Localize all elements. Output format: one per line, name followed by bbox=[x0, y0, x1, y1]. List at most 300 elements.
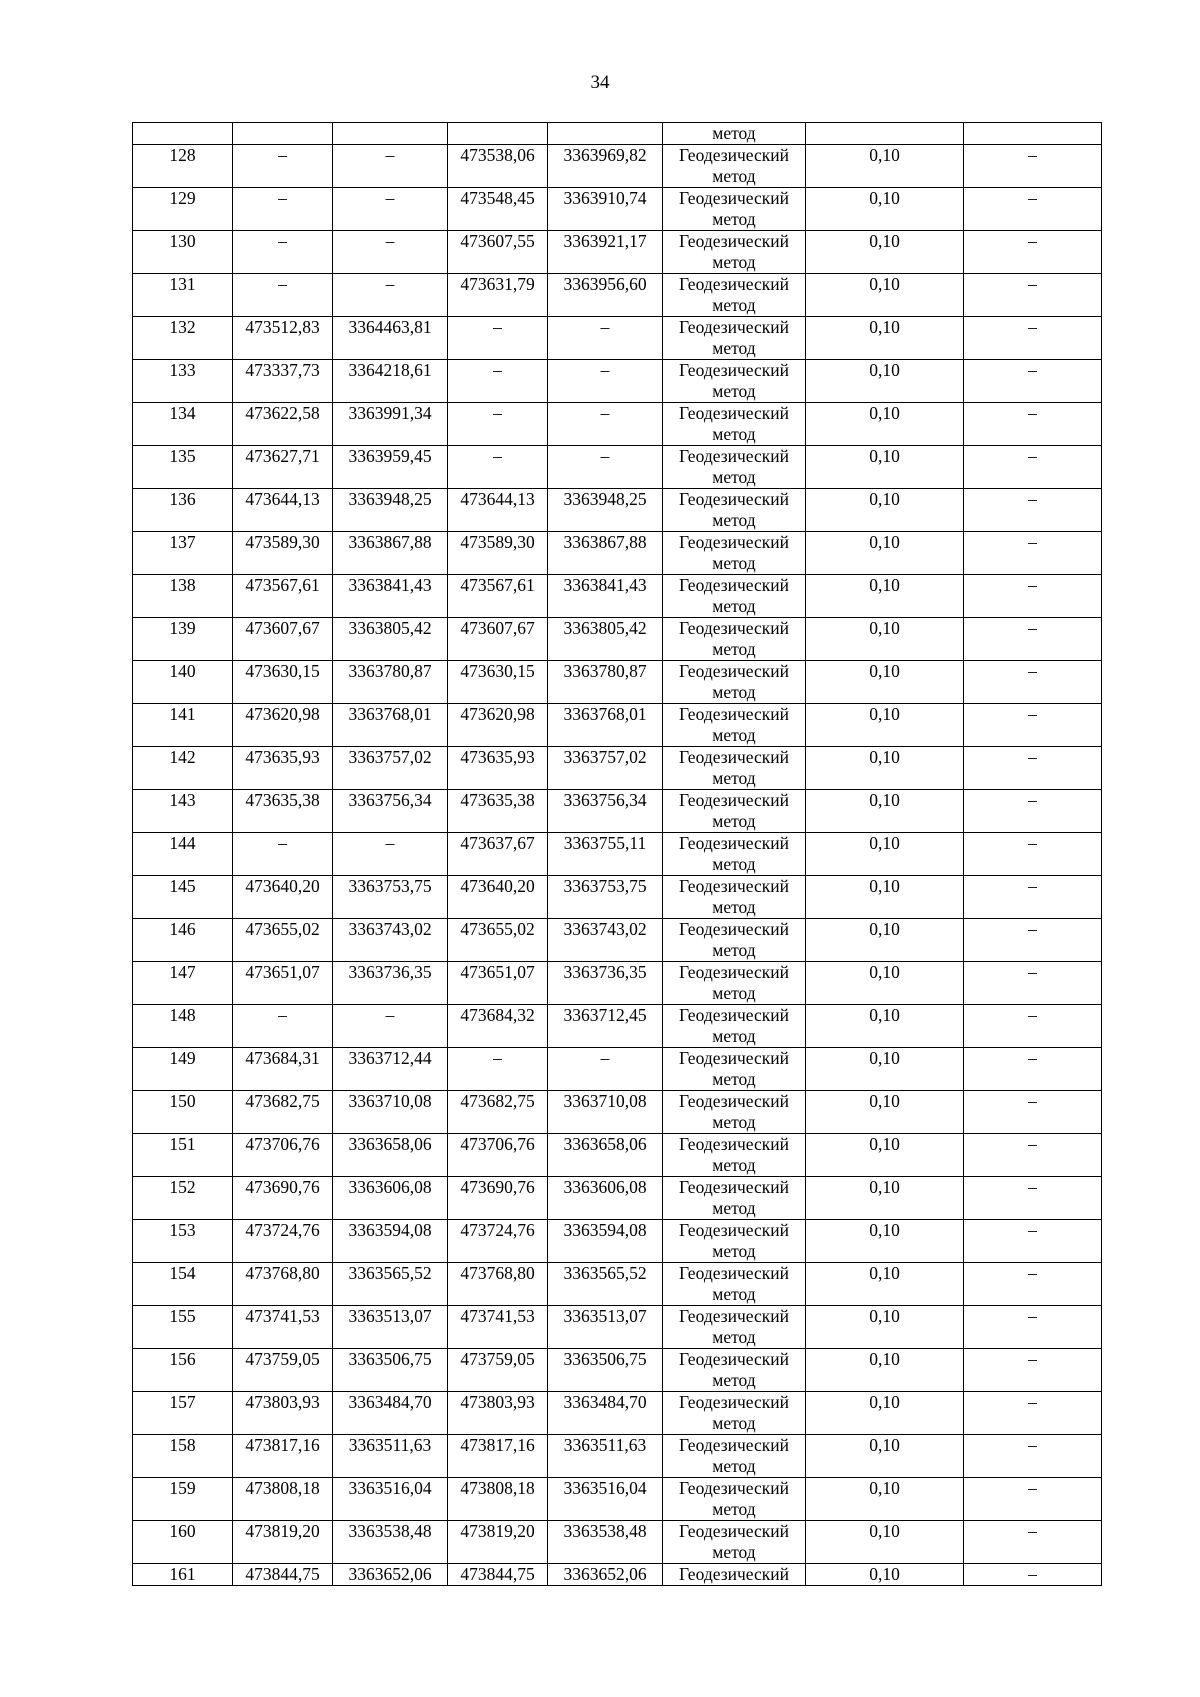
accuracy-cell: 0,10 bbox=[806, 876, 964, 919]
note-cell: – bbox=[964, 1263, 1102, 1306]
y-new-cell: 3363538,48 bbox=[548, 1521, 663, 1564]
y-new-cell: – bbox=[548, 317, 663, 360]
table-row bbox=[133, 1220, 1102, 1263]
y-new-cell: 3363755,11 bbox=[548, 833, 663, 876]
x-new-cell: 473635,93 bbox=[448, 747, 548, 790]
table-row bbox=[133, 1564, 1102, 1586]
point-number-cell: 140 bbox=[133, 661, 233, 704]
point-number-cell: 160 bbox=[133, 1521, 233, 1564]
table-row bbox=[133, 360, 1102, 403]
method-cell: Геодезический метод bbox=[663, 1435, 806, 1478]
method-cell: Геодезический метод bbox=[663, 188, 806, 231]
accuracy-cell: 0,10 bbox=[806, 1521, 964, 1564]
y-new-cell: – bbox=[548, 446, 663, 489]
accuracy-cell: 0,10 bbox=[806, 317, 964, 360]
accuracy-cell: 0,10 bbox=[806, 231, 964, 274]
x-existing-cell: 473512,83 bbox=[233, 317, 333, 360]
x-new-cell: 473538,06 bbox=[448, 145, 548, 188]
method-cell: Геодезический метод bbox=[663, 876, 806, 919]
method-cell: Геодезический метод bbox=[663, 145, 806, 188]
method-cell: Геодезический метод bbox=[663, 575, 806, 618]
note-cell: – bbox=[964, 790, 1102, 833]
accuracy-cell: 0,10 bbox=[806, 1306, 964, 1349]
table-row bbox=[133, 1177, 1102, 1220]
x-existing-cell: 473724,76 bbox=[233, 1220, 333, 1263]
accuracy-cell: 0,10 bbox=[806, 145, 964, 188]
x-new-cell: 473844,75 bbox=[448, 1564, 548, 1586]
y-existing-cell: 3363841,43 bbox=[333, 575, 448, 618]
x-new-cell: 473706,76 bbox=[448, 1134, 548, 1177]
x-new-cell: 473640,20 bbox=[448, 876, 548, 919]
accuracy-cell: 0,10 bbox=[806, 403, 964, 446]
note-cell: – bbox=[964, 1564, 1102, 1586]
note-cell: – bbox=[964, 1134, 1102, 1177]
y-existing-cell: 3363959,45 bbox=[333, 446, 448, 489]
note-cell: – bbox=[964, 1392, 1102, 1435]
note-cell: – bbox=[964, 1177, 1102, 1220]
note-cell: – bbox=[964, 704, 1102, 747]
x-new-cell: 473607,67 bbox=[448, 618, 548, 661]
x-new-cell: 473651,07 bbox=[448, 962, 548, 1005]
point-number-cell: 154 bbox=[133, 1263, 233, 1306]
accuracy-cell: 0,10 bbox=[806, 747, 964, 790]
point-number-cell: 144 bbox=[133, 833, 233, 876]
point-number-cell: 158 bbox=[133, 1435, 233, 1478]
x-existing-cell: 473768,80 bbox=[233, 1263, 333, 1306]
point-number-cell: 146 bbox=[133, 919, 233, 962]
y-existing-cell: 3363513,07 bbox=[333, 1306, 448, 1349]
y-new-cell: – bbox=[548, 1048, 663, 1091]
y-existing-cell: 3363743,02 bbox=[333, 919, 448, 962]
x-new-cell: 473567,61 bbox=[448, 575, 548, 618]
point-number-cell: 139 bbox=[133, 618, 233, 661]
note-cell: – bbox=[964, 145, 1102, 188]
y-new-cell: 3363753,75 bbox=[548, 876, 663, 919]
x-new-cell: 473631,79 bbox=[448, 274, 548, 317]
accuracy-cell: 0,10 bbox=[806, 446, 964, 489]
method-cell: Геодезический метод bbox=[663, 704, 806, 747]
y-new-cell: 3363658,06 bbox=[548, 1134, 663, 1177]
accuracy-cell: 0,10 bbox=[806, 833, 964, 876]
x-existing-cell: 473684,31 bbox=[233, 1048, 333, 1091]
accuracy-cell: 0,10 bbox=[806, 489, 964, 532]
x-existing-cell: 473682,75 bbox=[233, 1091, 333, 1134]
accuracy-cell: 0,10 bbox=[806, 1263, 964, 1306]
x-new-cell: 473655,02 bbox=[448, 919, 548, 962]
accuracy-cell: 0,10 bbox=[806, 1392, 964, 1435]
y-existing-cell: – bbox=[333, 145, 448, 188]
y-new-cell: 3363606,08 bbox=[548, 1177, 663, 1220]
note-cell: – bbox=[964, 532, 1102, 575]
method-cell: Геодезический bbox=[663, 1564, 806, 1586]
method-cell: Геодезический метод bbox=[663, 1349, 806, 1392]
x-new-cell: 473759,05 bbox=[448, 1349, 548, 1392]
y-new-cell: 3363743,02 bbox=[548, 919, 663, 962]
table-row bbox=[133, 747, 1102, 790]
method-cell: Геодезический метод bbox=[663, 1048, 806, 1091]
table-row bbox=[133, 317, 1102, 360]
table-row bbox=[133, 1392, 1102, 1435]
x-existing-cell: 473640,20 bbox=[233, 876, 333, 919]
x-existing-cell: 473655,02 bbox=[233, 919, 333, 962]
accuracy-cell: 0,10 bbox=[806, 1091, 964, 1134]
y-existing-cell: 3363991,34 bbox=[333, 403, 448, 446]
note-cell: – bbox=[964, 876, 1102, 919]
method-cell: Геодезический метод bbox=[663, 747, 806, 790]
method-cell: Геодезический метод bbox=[663, 231, 806, 274]
y-new-cell: 3363736,35 bbox=[548, 962, 663, 1005]
y-existing-cell: 3363712,44 bbox=[333, 1048, 448, 1091]
y-new-cell: 3363513,07 bbox=[548, 1306, 663, 1349]
x-existing-cell: 473819,20 bbox=[233, 1521, 333, 1564]
y-existing-cell: 3363565,52 bbox=[333, 1263, 448, 1306]
method-cell: Геодезический метод bbox=[663, 274, 806, 317]
note-cell: – bbox=[964, 446, 1102, 489]
method-cell: Геодезический метод bbox=[663, 1478, 806, 1521]
x-new-cell: 473635,38 bbox=[448, 790, 548, 833]
point-number-cell: 131 bbox=[133, 274, 233, 317]
x-new-cell: 473808,18 bbox=[448, 1478, 548, 1521]
table-row bbox=[133, 532, 1102, 575]
y-new-cell: 3363969,82 bbox=[548, 145, 663, 188]
y-existing-cell: 3363652,06 bbox=[333, 1564, 448, 1586]
y-existing-cell: 3363805,42 bbox=[333, 618, 448, 661]
y-new-cell: 3363484,70 bbox=[548, 1392, 663, 1435]
method-cell: Геодезический метод bbox=[663, 1220, 806, 1263]
x-existing-cell: 473644,13 bbox=[233, 489, 333, 532]
method-cell: Геодезический метод bbox=[663, 919, 806, 962]
method-cell: Геодезический метод bbox=[663, 360, 806, 403]
x-existing-cell: – bbox=[233, 833, 333, 876]
method-cell: Геодезический метод bbox=[663, 1263, 806, 1306]
x-new-cell: – bbox=[448, 360, 548, 403]
point-number-cell: 134 bbox=[133, 403, 233, 446]
y-existing-cell: 3363768,01 bbox=[333, 704, 448, 747]
method-cell: Геодезический метод bbox=[663, 489, 806, 532]
x-new-cell: 473690,76 bbox=[448, 1177, 548, 1220]
x-new-cell: 473589,30 bbox=[448, 532, 548, 575]
accuracy-cell: 0,10 bbox=[806, 1134, 964, 1177]
point-number-cell: 155 bbox=[133, 1306, 233, 1349]
y-existing-cell: – bbox=[333, 188, 448, 231]
y-existing-cell: – bbox=[333, 274, 448, 317]
method-cell: Геодезический метод bbox=[663, 790, 806, 833]
y-existing-cell: 3363757,02 bbox=[333, 747, 448, 790]
note-cell: – bbox=[964, 360, 1102, 403]
point-number-cell: 138 bbox=[133, 575, 233, 618]
y-existing-cell: 3363516,04 bbox=[333, 1478, 448, 1521]
x-new-cell: – bbox=[448, 1048, 548, 1091]
x-existing-cell: 473759,05 bbox=[233, 1349, 333, 1392]
method-cell: Геодезический метод bbox=[663, 403, 806, 446]
method-cell: Геодезический метод bbox=[663, 618, 806, 661]
y-existing-cell: 3363948,25 bbox=[333, 489, 448, 532]
method-cell: Геодезический метод bbox=[663, 317, 806, 360]
point-number-cell: 161 bbox=[133, 1564, 233, 1586]
y-existing-cell: – bbox=[333, 1005, 448, 1048]
y-new-cell: 3363956,60 bbox=[548, 274, 663, 317]
y-new-cell: – bbox=[548, 360, 663, 403]
x-existing-cell: 473622,58 bbox=[233, 403, 333, 446]
method-cell: Геодезический метод bbox=[663, 661, 806, 704]
y-new-cell: 3363710,08 bbox=[548, 1091, 663, 1134]
y-existing-cell: 3363756,34 bbox=[333, 790, 448, 833]
y-new-cell: 3363780,87 bbox=[548, 661, 663, 704]
point-number-cell: 129 bbox=[133, 188, 233, 231]
x-existing-cell: 473808,18 bbox=[233, 1478, 333, 1521]
x-existing-cell: 473635,93 bbox=[233, 747, 333, 790]
x-new-cell: 473682,75 bbox=[448, 1091, 548, 1134]
accuracy-cell: 0,10 bbox=[806, 1435, 964, 1478]
y-existing-cell: 3363511,63 bbox=[333, 1435, 448, 1478]
y-new-cell: 3363565,52 bbox=[548, 1263, 663, 1306]
x-new-cell: 473684,32 bbox=[448, 1005, 548, 1048]
y-existing-cell: 3363736,35 bbox=[333, 962, 448, 1005]
y-new-cell: 3363712,45 bbox=[548, 1005, 663, 1048]
note-cell: – bbox=[964, 1435, 1102, 1478]
method-cell: Геодезический метод bbox=[663, 833, 806, 876]
table-row bbox=[133, 1048, 1102, 1091]
note-cell: – bbox=[964, 618, 1102, 661]
point-number-cell: 148 bbox=[133, 1005, 233, 1048]
note-cell: – bbox=[964, 661, 1102, 704]
y-new-cell: 3363805,42 bbox=[548, 618, 663, 661]
table-row bbox=[133, 1349, 1102, 1392]
x-new-cell: 473637,67 bbox=[448, 833, 548, 876]
accuracy-cell: 0,10 bbox=[806, 274, 964, 317]
method-cell: Геодезический метод bbox=[663, 532, 806, 575]
note-cell: – bbox=[964, 1521, 1102, 1564]
note-cell: – bbox=[964, 1220, 1102, 1263]
note-cell: – bbox=[964, 188, 1102, 231]
point-number-cell: 128 bbox=[133, 145, 233, 188]
method-cell: Геодезический метод bbox=[663, 1134, 806, 1177]
y-new-cell: 3363652,06 bbox=[548, 1564, 663, 1586]
method-cell: метод bbox=[663, 123, 806, 145]
accuracy-cell: 0,10 bbox=[806, 790, 964, 833]
point-number-cell: 153 bbox=[133, 1220, 233, 1263]
table-row bbox=[133, 575, 1102, 618]
point-number-cell: 150 bbox=[133, 1091, 233, 1134]
x-new-cell: – bbox=[448, 446, 548, 489]
table-row bbox=[133, 1091, 1102, 1134]
y-new-cell: 3363506,75 bbox=[548, 1349, 663, 1392]
y-new-cell: 3363511,63 bbox=[548, 1435, 663, 1478]
accuracy-cell: 0,10 bbox=[806, 1220, 964, 1263]
accuracy-cell: 0,10 bbox=[806, 1349, 964, 1392]
point-number-cell: 143 bbox=[133, 790, 233, 833]
note-cell: – bbox=[964, 489, 1102, 532]
table-row bbox=[133, 489, 1102, 532]
accuracy-cell: 0,10 bbox=[806, 661, 964, 704]
accuracy-cell: 0,10 bbox=[806, 532, 964, 575]
note-cell: – bbox=[964, 1306, 1102, 1349]
point-number-cell: 133 bbox=[133, 360, 233, 403]
y-new-cell: 3363948,25 bbox=[548, 489, 663, 532]
y-new-cell: 3363841,43 bbox=[548, 575, 663, 618]
table-row bbox=[133, 1306, 1102, 1349]
x-new-cell: – bbox=[448, 403, 548, 446]
point-number-cell: 135 bbox=[133, 446, 233, 489]
y-new-cell: 3363867,88 bbox=[548, 532, 663, 575]
method-cell: Геодезический метод bbox=[663, 1091, 806, 1134]
method-cell: Геодезический метод bbox=[663, 1392, 806, 1435]
note-cell: – bbox=[964, 962, 1102, 1005]
continued-row bbox=[133, 123, 1102, 145]
x-existing-cell: 473627,71 bbox=[233, 446, 333, 489]
method-cell: Геодезический метод bbox=[663, 1306, 806, 1349]
y-new-cell: 3363757,02 bbox=[548, 747, 663, 790]
y-existing-cell: 3363780,87 bbox=[333, 661, 448, 704]
note-cell: – bbox=[964, 1005, 1102, 1048]
y-existing-cell: 3363538,48 bbox=[333, 1521, 448, 1564]
y-new-cell: 3363910,74 bbox=[548, 188, 663, 231]
accuracy-cell: 0,10 bbox=[806, 1048, 964, 1091]
note-cell: – bbox=[964, 919, 1102, 962]
x-new-cell: 473817,16 bbox=[448, 1435, 548, 1478]
accuracy-cell: 0,10 bbox=[806, 575, 964, 618]
point-number-cell: 145 bbox=[133, 876, 233, 919]
point-number-cell: 132 bbox=[133, 317, 233, 360]
x-existing-cell: 473741,53 bbox=[233, 1306, 333, 1349]
point-number-cell: 157 bbox=[133, 1392, 233, 1435]
table-row bbox=[133, 1134, 1102, 1177]
y-new-cell: 3363516,04 bbox=[548, 1478, 663, 1521]
table-row bbox=[133, 1521, 1102, 1564]
accuracy-cell: 0,10 bbox=[806, 962, 964, 1005]
x-new-cell: – bbox=[448, 317, 548, 360]
y-existing-cell: 3363710,08 bbox=[333, 1091, 448, 1134]
y-new-cell: – bbox=[548, 403, 663, 446]
point-number-cell: 130 bbox=[133, 231, 233, 274]
page-number: 34 bbox=[590, 72, 610, 93]
point-number-cell: 147 bbox=[133, 962, 233, 1005]
x-existing-cell: – bbox=[233, 145, 333, 188]
accuracy-cell: 0,10 bbox=[806, 919, 964, 962]
table-row bbox=[133, 1263, 1102, 1306]
x-new-cell: 473630,15 bbox=[448, 661, 548, 704]
method-cell: Геодезический метод bbox=[663, 446, 806, 489]
y-existing-cell: – bbox=[333, 231, 448, 274]
x-existing-cell: – bbox=[233, 274, 333, 317]
note-cell: – bbox=[964, 403, 1102, 446]
accuracy-cell: 0,10 bbox=[806, 1564, 964, 1586]
y-existing-cell: 3364463,81 bbox=[333, 317, 448, 360]
coordinates-table bbox=[132, 122, 1102, 1586]
y-existing-cell: – bbox=[333, 833, 448, 876]
method-cell: Геодезический метод bbox=[663, 962, 806, 1005]
y-existing-cell: 3363594,08 bbox=[333, 1220, 448, 1263]
x-existing-cell: 473630,15 bbox=[233, 661, 333, 704]
point-number-cell: 151 bbox=[133, 1134, 233, 1177]
x-existing-cell: 473589,30 bbox=[233, 532, 333, 575]
note-cell: – bbox=[964, 1478, 1102, 1521]
x-new-cell: 473607,55 bbox=[448, 231, 548, 274]
x-existing-cell: 473706,76 bbox=[233, 1134, 333, 1177]
note-cell: – bbox=[964, 1048, 1102, 1091]
y-existing-cell: 3363753,75 bbox=[333, 876, 448, 919]
table-row bbox=[133, 962, 1102, 1005]
y-existing-cell: 3363658,06 bbox=[333, 1134, 448, 1177]
table-row bbox=[133, 661, 1102, 704]
note-cell: – bbox=[964, 274, 1102, 317]
table-row bbox=[133, 1435, 1102, 1478]
table-row bbox=[133, 876, 1102, 919]
accuracy-cell: 0,10 bbox=[806, 188, 964, 231]
x-new-cell: 473803,93 bbox=[448, 1392, 548, 1435]
y-existing-cell: 3363606,08 bbox=[333, 1177, 448, 1220]
table-row bbox=[133, 188, 1102, 231]
accuracy-cell: 0,10 bbox=[806, 360, 964, 403]
x-existing-cell: 473620,98 bbox=[233, 704, 333, 747]
x-existing-cell: 473844,75 bbox=[233, 1564, 333, 1586]
note-cell: – bbox=[964, 575, 1102, 618]
note-cell: – bbox=[964, 317, 1102, 360]
y-new-cell: 3363768,01 bbox=[548, 704, 663, 747]
point-number-cell: 142 bbox=[133, 747, 233, 790]
x-new-cell: 473768,80 bbox=[448, 1263, 548, 1306]
table-row bbox=[133, 231, 1102, 274]
method-cell: Геодезический метод bbox=[663, 1005, 806, 1048]
y-existing-cell: 3363506,75 bbox=[333, 1349, 448, 1392]
x-existing-cell: 473803,93 bbox=[233, 1392, 333, 1435]
x-new-cell: 473741,53 bbox=[448, 1306, 548, 1349]
accuracy-cell: 0,10 bbox=[806, 618, 964, 661]
note-cell: – bbox=[964, 747, 1102, 790]
y-new-cell: 3363756,34 bbox=[548, 790, 663, 833]
y-existing-cell: 3363484,70 bbox=[333, 1392, 448, 1435]
table-row bbox=[133, 446, 1102, 489]
table-row bbox=[133, 145, 1102, 188]
x-new-cell: 473819,20 bbox=[448, 1521, 548, 1564]
y-new-cell: 3363921,17 bbox=[548, 231, 663, 274]
table-row bbox=[133, 403, 1102, 446]
method-cell: Геодезический метод bbox=[663, 1177, 806, 1220]
accuracy-cell: 0,10 bbox=[806, 1478, 964, 1521]
x-existing-cell: 473651,07 bbox=[233, 962, 333, 1005]
x-existing-cell: 473690,76 bbox=[233, 1177, 333, 1220]
table-row bbox=[133, 274, 1102, 317]
table-row bbox=[133, 833, 1102, 876]
point-number-cell: 152 bbox=[133, 1177, 233, 1220]
table-row bbox=[133, 790, 1102, 833]
x-new-cell: 473724,76 bbox=[448, 1220, 548, 1263]
x-existing-cell: 473607,67 bbox=[233, 618, 333, 661]
accuracy-cell: 0,10 bbox=[806, 704, 964, 747]
x-existing-cell: – bbox=[233, 1005, 333, 1048]
point-number-cell: 136 bbox=[133, 489, 233, 532]
y-existing-cell: 3363867,88 bbox=[333, 532, 448, 575]
accuracy-cell: 0,10 bbox=[806, 1005, 964, 1048]
x-new-cell: 473644,13 bbox=[448, 489, 548, 532]
table-row bbox=[133, 1005, 1102, 1048]
x-new-cell: 473620,98 bbox=[448, 704, 548, 747]
point-number-cell: 137 bbox=[133, 532, 233, 575]
x-existing-cell: – bbox=[233, 231, 333, 274]
accuracy-cell: 0,10 bbox=[806, 1177, 964, 1220]
x-existing-cell: 473817,16 bbox=[233, 1435, 333, 1478]
y-existing-cell: 3364218,61 bbox=[333, 360, 448, 403]
note-cell: – bbox=[964, 231, 1102, 274]
note-cell: – bbox=[964, 1091, 1102, 1134]
x-existing-cell: 473337,73 bbox=[233, 360, 333, 403]
point-number-cell: 156 bbox=[133, 1349, 233, 1392]
point-number-cell: 141 bbox=[133, 704, 233, 747]
table-row bbox=[133, 919, 1102, 962]
table-row bbox=[133, 1478, 1102, 1521]
table-row bbox=[133, 704, 1102, 747]
point-number-cell: 159 bbox=[133, 1478, 233, 1521]
